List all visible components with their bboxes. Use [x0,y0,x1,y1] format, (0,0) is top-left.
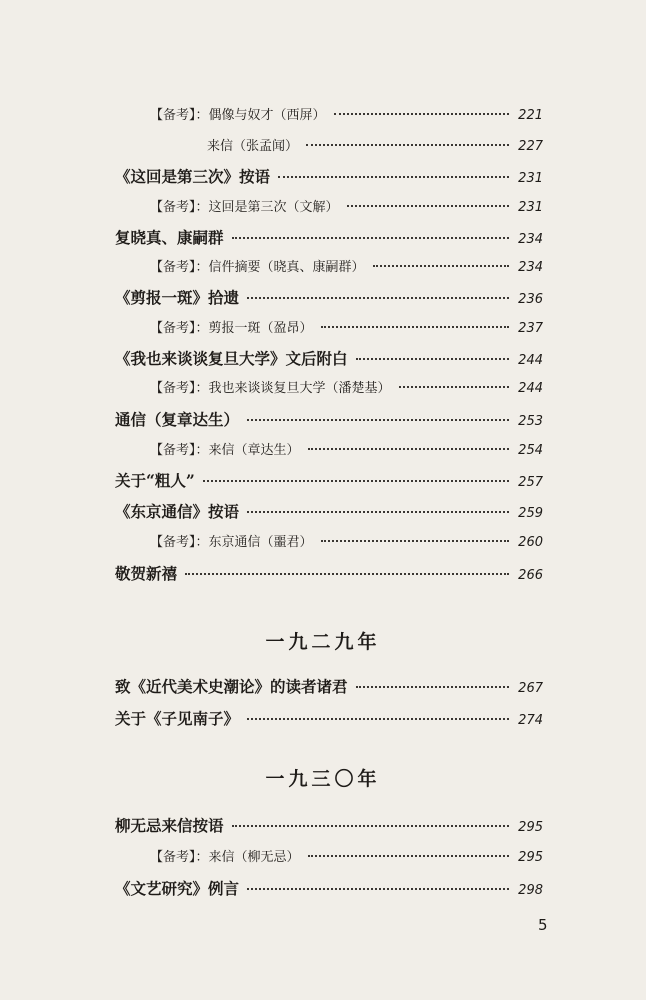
toc-entry-page: 231 [518,171,543,186]
toc-entry-title: 【备考】：我也来谈谈复旦大学（潘楚基） [150,381,391,396]
leader-dots [203,480,509,482]
toc-entry[interactable] [150,196,543,218]
toc-entry-title: 关于“粗人” [115,471,195,490]
leader-dots [185,573,509,575]
toc-entry-page: 259 [518,506,543,521]
toc-entry-page: 295 [518,820,543,835]
leader-dots [356,358,509,360]
toc-entry[interactable] [150,531,543,553]
toc-entry-title: 【备考】：偶像与奴才（西屏） [150,108,326,123]
toc-entry-page: 244 [518,353,543,368]
leader-dots [321,326,509,328]
toc-entry-title: 致《近代美术史潮论》的读者诸君 [115,677,348,696]
leader-dots [232,825,509,827]
toc-entry[interactable] [115,347,543,369]
year-heading-1930: 一九三〇年 [265,768,381,790]
leader-dots [278,176,509,178]
toc-entry-page: 257 [518,475,543,490]
toc-entry-page: 295 [518,850,543,865]
toc-entry-page: 260 [518,535,543,550]
toc-entry-title: 【备考】：来信（章达生） [150,443,300,458]
year-heading-1929: 一九二九年 [265,631,381,653]
toc-entry-page: 227 [518,139,543,154]
toc-entry[interactable] [115,165,543,187]
toc-entry[interactable] [207,135,543,157]
leader-dots [334,113,509,115]
toc-entry[interactable] [115,500,543,522]
toc-entry-title: 复晓真、康嗣群 [115,228,224,247]
toc-entry-title: 柳无忌来信按语 [115,816,224,835]
toc-entry[interactable] [150,439,543,461]
toc-entry-page: 274 [518,713,543,728]
toc-entry[interactable] [150,317,543,339]
leader-dots [308,448,509,450]
toc-entry-page: 253 [518,414,543,429]
toc-entry-title: 通信（复章达生） [115,410,240,429]
leader-dots [321,540,509,542]
toc-entry[interactable] [115,562,543,584]
toc-entry[interactable] [115,469,543,491]
toc-entry[interactable] [115,877,543,899]
toc-entry[interactable] [115,226,543,248]
leader-dots [247,419,509,421]
toc-entry-title: 《剪报一斑》拾遗 [115,288,240,307]
leader-dots [347,205,509,207]
toc-entry[interactable] [115,814,543,836]
leader-dots [232,237,509,239]
leader-dots [247,297,509,299]
toc-entry-page: 231 [518,200,543,215]
toc-entry[interactable] [150,256,543,278]
toc-entry-page: 234 [518,260,543,275]
toc-entry-title: 《这回是第三次》按语 [115,167,271,186]
leader-dots [306,144,509,146]
leader-dots [356,686,509,688]
toc-entry-page: 244 [518,381,543,396]
toc-entry-page: 236 [518,292,543,307]
toc-entry-title: 《东京通信》按语 [115,502,240,521]
toc-entry-title: 【备考】：剪报一斑（盈昂） [150,321,313,336]
toc-entry[interactable] [115,675,543,697]
leader-dots [399,386,509,388]
toc-entry-title: 《文艺研究》例言 [115,879,240,898]
toc-entry[interactable] [115,286,543,308]
toc-entry[interactable] [115,408,543,430]
toc-entry-page: 221 [518,108,543,123]
leader-dots [308,855,509,857]
toc-entry-page: 266 [518,568,543,583]
toc-entry-title: 《我也来谈谈复旦大学》文后附白 [115,349,348,368]
toc-entry-title: 来信（张孟闻） [207,139,299,154]
toc-entry-page: 234 [518,232,543,247]
toc-entry-page: 298 [518,883,543,898]
toc-entry-title: 敬贺新禧 [115,564,178,583]
toc-entry[interactable] [150,377,543,399]
page-number: 5 [538,916,548,934]
toc-entry-page: 254 [518,443,543,458]
leader-dots [247,888,509,890]
toc-entry-title: 【备考】：来信（柳无忌） [150,850,300,865]
leader-dots [373,265,509,267]
toc-entry-page: 267 [518,681,543,696]
toc-entry[interactable] [115,707,543,729]
toc-entry[interactable] [150,846,543,868]
leader-dots [247,511,509,513]
toc-entry[interactable] [150,104,543,126]
toc-entry-title: 【备考】：信件摘要（晓真、康嗣群） [150,260,365,275]
leader-dots [247,718,509,720]
toc-entry-page: 237 [518,321,543,336]
toc-entry-title: 【备考】：东京通信（噩君） [150,535,313,550]
toc-entry-title: 关于《子见南子》 [115,709,240,728]
toc-entry-title: 【备考】：这回是第三次（文解） [150,200,339,215]
